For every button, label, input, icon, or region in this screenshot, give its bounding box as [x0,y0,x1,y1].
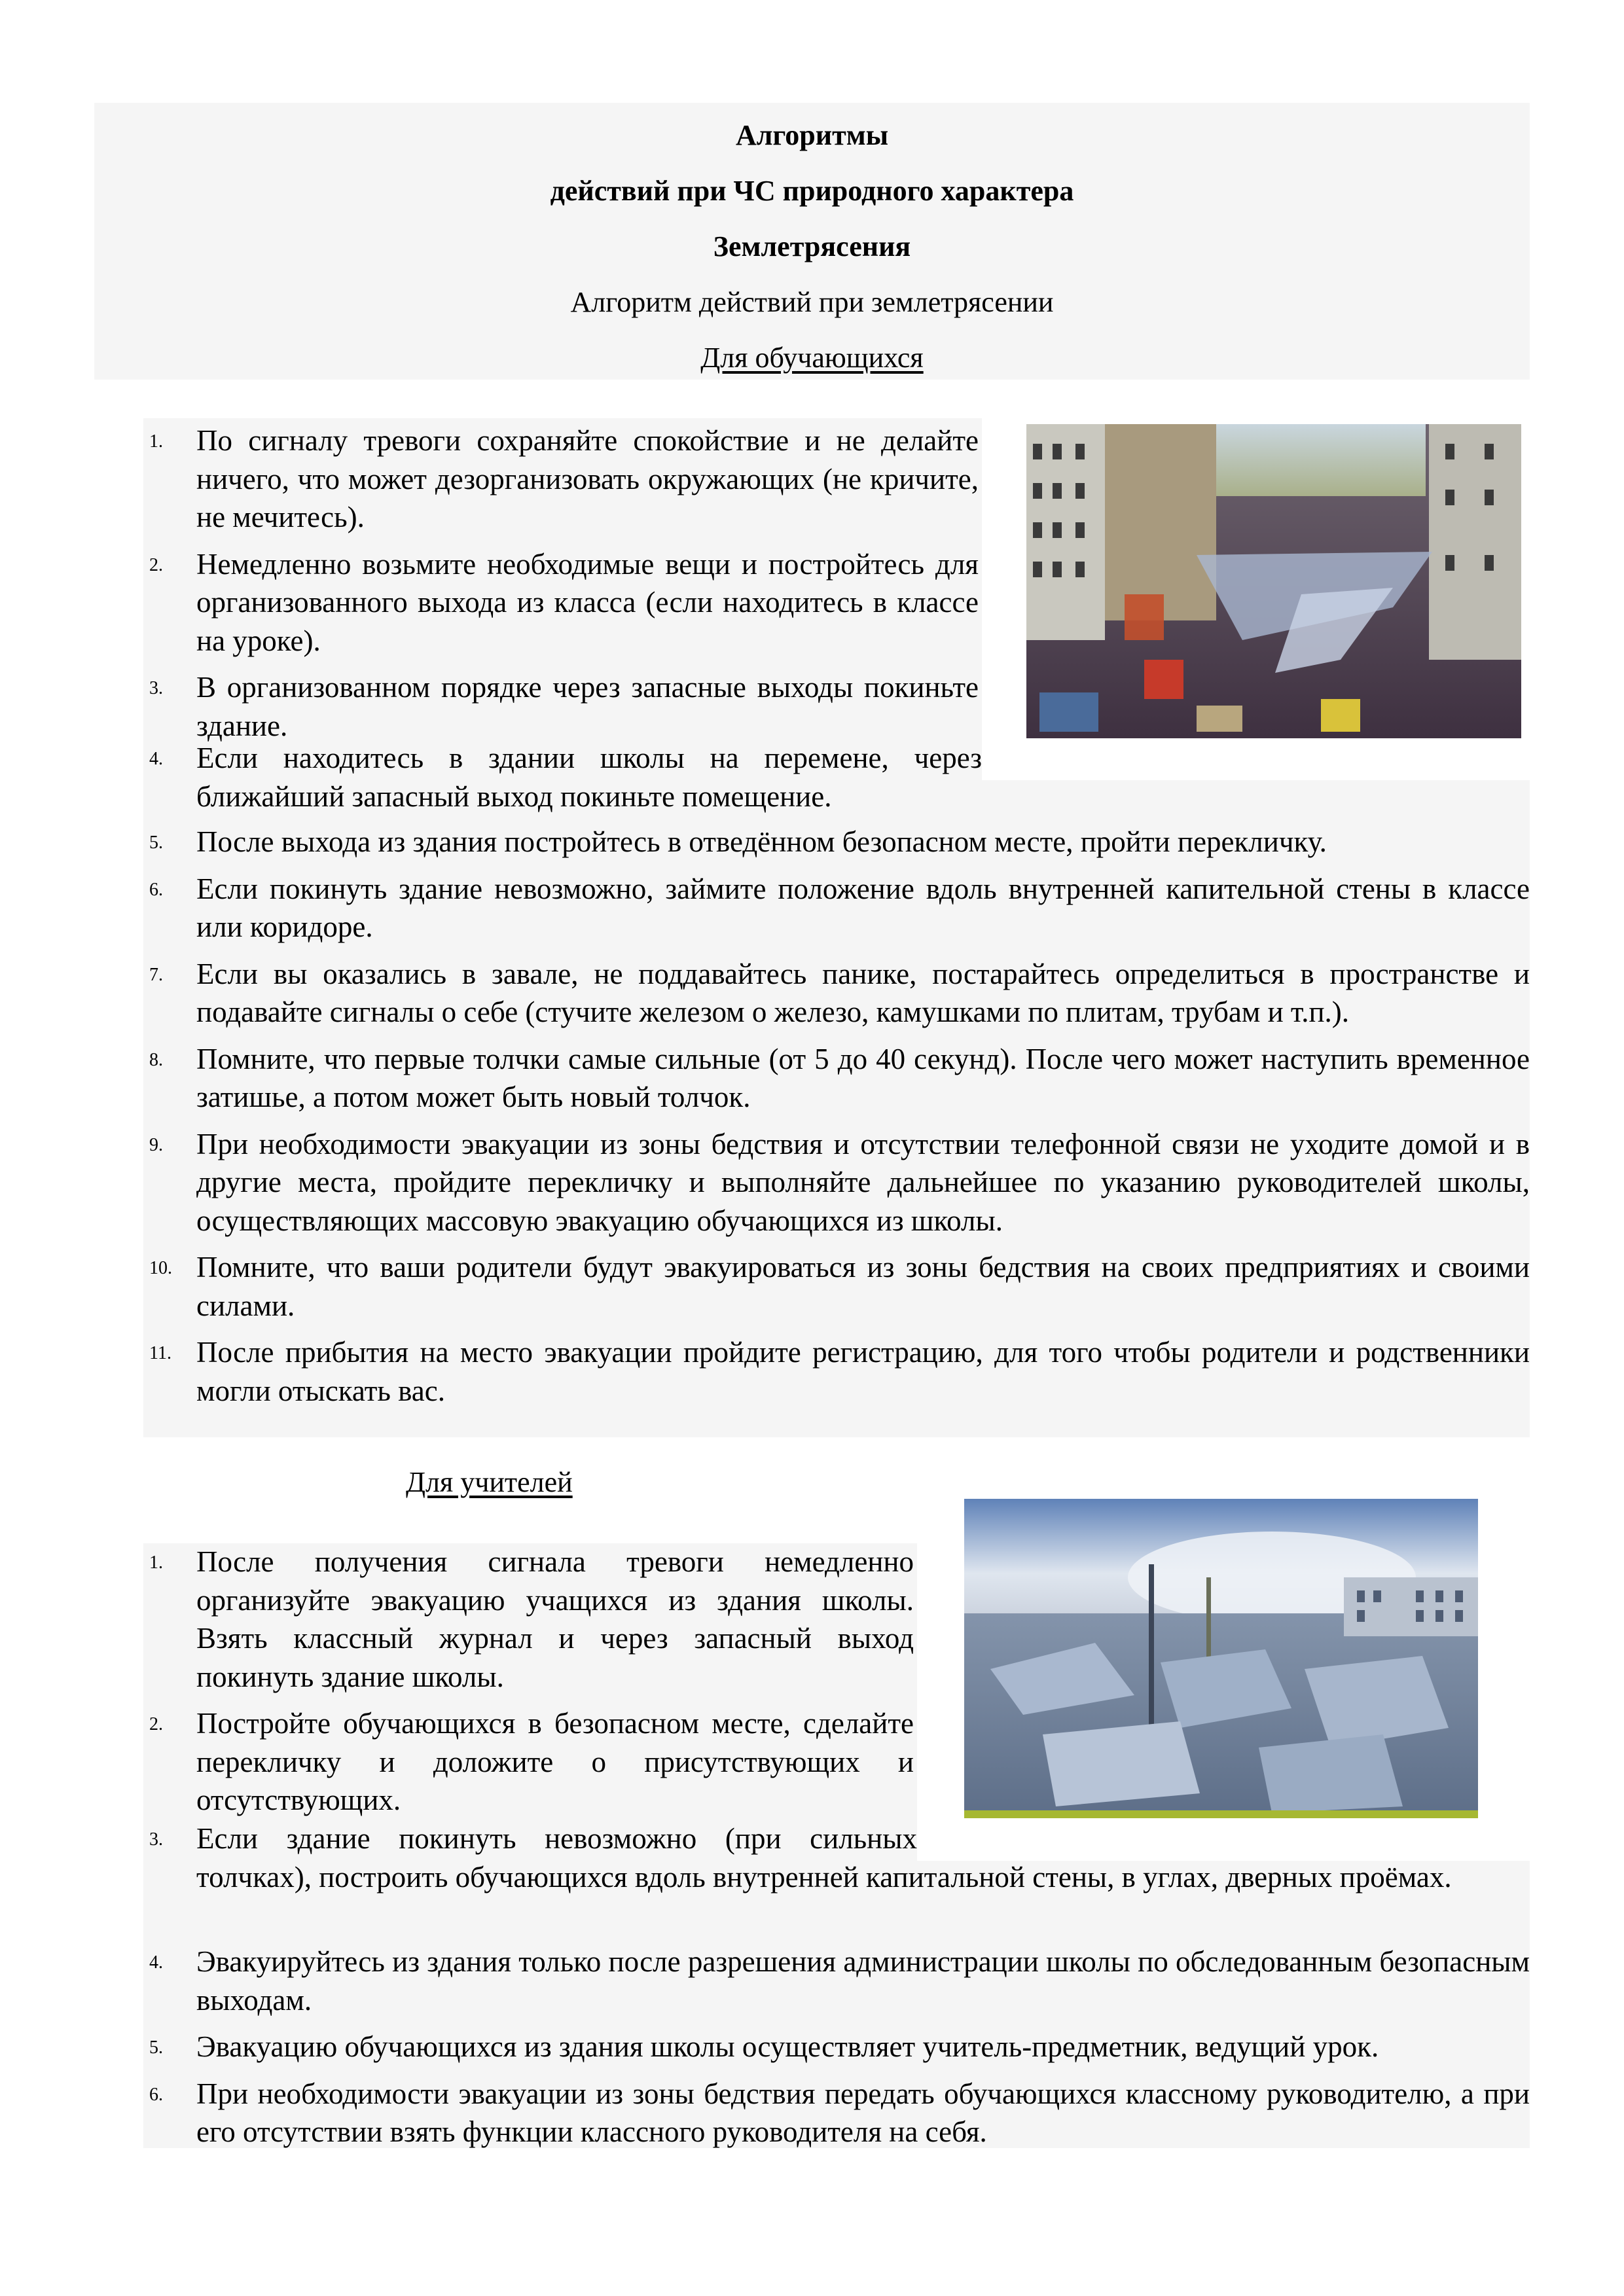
students-list [149,422,979,753]
item-number: 3. [149,1829,163,1850]
item-text: Если покинуть здание невозможно, займите положение вдоль внутренней капительной стены в классе или коридоре. [196,872,1530,943]
item-number: 8. [149,1049,163,1070]
list-item [149,1333,1530,1410]
section-heading-students-label: Для обучающихся [700,342,924,374]
collapsed-building-image [1026,424,1521,738]
list-item [149,1820,1530,1896]
list-item [149,1125,1530,1240]
students-list-item-4-wrap [149,739,1530,824]
item-text: Если вы оказались в завале, не поддавайтесь панике, постарайтесь определиться в пространстве и подавайте сигналы о себе (стучите железом о железо, камушками по плитам, трубам и т.п.). [196,957,1530,1028]
teachers-list [149,1543,914,1828]
teachers-list-item-3-wrap [149,1820,1530,1905]
item-text: После получения сигнала тревоги немедленно организуйте эвакуацию учащихся из здания школы. Взять классный журнал и через запасный выход покинуть здание школы. [196,1545,914,1693]
list-item [149,422,979,537]
item-text: При необходимости эвакуации из зоны бедствия передать обучающихся классному руководителю, а при его отсутствии взять функции классного руководителя на себя. [196,2077,1530,2148]
item-text: В организованном порядке через запасные выходы покиньте здание. [196,671,979,742]
list-item [149,1704,914,1820]
item-text: Помните, что первые толчки самые сильные (от 5 до 40 секунд). После чего может наступить временное затишье, а потом может быть новый толчок. [196,1042,1530,1113]
list-item [149,1943,1530,2019]
item-number: 4. [149,749,163,769]
list-item [149,1040,1530,1117]
item-text: Немедленно возьмите необходимые вещи и постройтесь для организованного выхода из класса (если находитесь в классе на уроке). [196,547,979,657]
list-item [149,1543,914,1696]
list-item [149,668,979,745]
students-list-continued [149,823,1530,1418]
list-item [149,545,979,660]
teachers-photo [964,1499,1478,1818]
list-item [149,2028,1530,2066]
item-number: 10. [149,1258,172,1278]
students-photo [1026,424,1521,738]
item-number: 1. [149,431,163,452]
item-number: 11. [149,1343,171,1363]
list-item [149,2075,1530,2151]
section-heading-students [94,338,1530,378]
list-item [149,739,1530,816]
item-text: После прибытия на место эвакуации пройдите регистрацию, для того чтобы родители и родственники могли отыскать вас. [196,1336,1530,1407]
list-item [149,1248,1530,1325]
item-number: 6. [149,2084,163,2105]
subtitle: Алгоритм действий при землетрясении [570,286,1054,318]
item-text: Эвакуируйтесь из здания только после разрешения администрации школы по обследованным безопасным выходам. [196,1945,1530,2017]
item-number: 5. [149,833,163,853]
item-text: При необходимости эвакуации из зоны бедствия и отсутствии телефонной связи не уходите домой и в другие места, пройдите перекличку и выполняйте дальнейшее по указанию руководителей школы, осуществляющих массовую эвакуацию обучающихся из школы. [196,1127,1530,1237]
item-text: Если находитесь в здании школы на перемене, через ближайший запасный выход покиньте помещение. [196,742,982,813]
item-number: 1. [149,1552,163,1573]
section-heading-teachers-label: Для учителей [406,1466,573,1498]
item-text: Постройте обучающихся в безопасном месте, сделайте перекличку и доложите о присутствующих и отсутствующих. [196,1707,914,1816]
item-number: 5. [149,2037,163,2058]
title-line-3: Землетрясения [713,230,911,262]
teachers-list-continued [149,1943,1530,2160]
rubble-field-image [964,1499,1478,1818]
item-text: После выхода из здания постройтесь в отведённом безопасном месте, пройти перекличку. [196,825,1327,858]
item-number: 9. [149,1134,163,1155]
item-text: Если здание покинуть невозможно (при сильных толчках), построить обучающихся вдоль внутренней капитальной стены, в углах, дверных проёмах. [196,1822,1452,1893]
title-line-2: действий при ЧС природного характера [550,175,1074,207]
item-number: 4. [149,1952,163,1973]
list-item [149,955,1530,1031]
item-text: Помните, что ваши родители будут эвакуироваться из зоны бедствия на своих предприятиях и своими силами. [196,1251,1530,1322]
image-wrap-spacer [982,739,1530,777]
list-item [149,823,1530,861]
list-item [149,870,1530,946]
item-number: 6. [149,879,163,900]
section-heading-teachers [406,1463,573,1502]
item-number: 2. [149,1714,163,1734]
title-line-1: Алгоритмы [735,119,889,151]
item-number: 2. [149,554,163,575]
image-wrap-spacer [917,1820,1530,1857]
item-text: Эвакуацию обучающихся из здания школы осуществляет учитель-предметник, ведущий урок. [196,2030,1379,2063]
item-number: 7. [149,964,163,985]
item-number: 3. [149,678,163,698]
item-text: По сигналу тревоги сохраняйте спокойствие и не делайте ничего, что может дезорганизовать окружающих (не кричите, не мечитесь). [196,424,979,533]
